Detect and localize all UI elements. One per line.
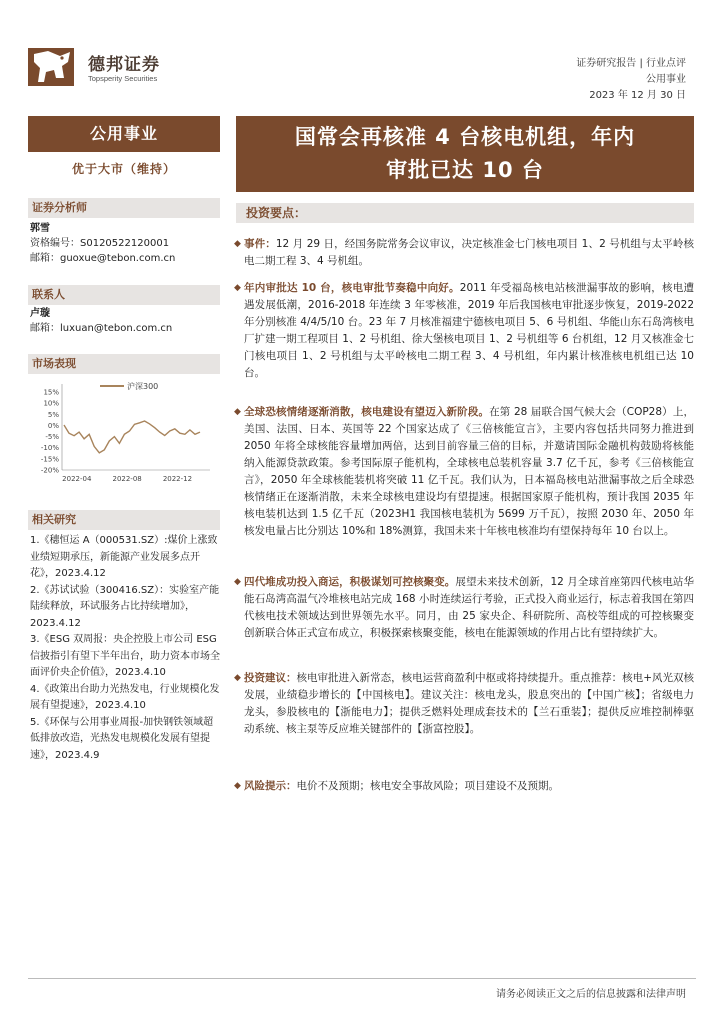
bullet-text: 电价不及预期；核电安全事故风险；项目建设不及预期。 bbox=[296, 780, 559, 792]
contact-header: 联系人 bbox=[28, 285, 220, 305]
report-industry: 公用事业 bbox=[646, 74, 686, 85]
footer-disclaimer[interactable]: 请务必阅读正文之后的信息披露和法律声明 bbox=[496, 989, 686, 1000]
bullet-lead: 投资建议： bbox=[244, 672, 297, 684]
key-points-header: 投资要点： bbox=[236, 203, 694, 223]
bullet-investment bbox=[234, 670, 695, 738]
report-title bbox=[236, 116, 694, 192]
bullet-lead: 风险提示： bbox=[244, 780, 297, 792]
related-item[interactable]: 4.《政策出台助力光热发电，行业规模化发展有望提速》，2023.4.10 bbox=[30, 683, 220, 711]
title-line-2: 审批已达 10 台 bbox=[386, 158, 544, 182]
bullet-event bbox=[234, 236, 694, 270]
analyst-email[interactable]: 邮箱：guoxue@tebon.com.cn bbox=[30, 253, 176, 264]
report-type: 证券研究报告 | 行业点评 bbox=[576, 58, 686, 69]
report-meta bbox=[576, 56, 686, 104]
series-line-hs300 bbox=[64, 421, 200, 453]
y-tick-label: -20% bbox=[40, 466, 59, 475]
contact-name: 卢璇 bbox=[30, 308, 50, 319]
bullet-lead: 年内审批达 10 台，核电审批节奏稳中向好。 bbox=[244, 282, 460, 294]
bullet-approval bbox=[234, 280, 694, 382]
bullet-global bbox=[234, 404, 694, 540]
market-header: 市场表现 bbox=[28, 354, 220, 374]
related-header: 相关研究 bbox=[28, 510, 220, 530]
analyst-license: 资格编号：S0120522120001 bbox=[30, 238, 170, 249]
bullet-lead: 四代堆成功投入商运，积极谋划可控核聚变。 bbox=[244, 576, 456, 588]
related-item[interactable]: 2.《苏试试验（300416.SZ）：实验室产能陆续释放，环试服务占比持续增加》，2023.4.12 bbox=[30, 584, 220, 629]
y-tick-label: 0% bbox=[47, 421, 59, 430]
y-tick-label: 15% bbox=[43, 388, 59, 397]
analyst-header: 证券分析师 bbox=[28, 198, 220, 218]
bull-logo-icon bbox=[28, 40, 76, 90]
market-performance-chart bbox=[28, 378, 220, 486]
title-line-1: 国常会再核准 4 台核电机组，年内 bbox=[294, 125, 636, 149]
brand-name-cn: 德邦证券 bbox=[88, 55, 160, 75]
related-list bbox=[30, 533, 220, 764]
contact-info bbox=[30, 306, 220, 336]
bullet-icon: ◆ bbox=[234, 239, 241, 249]
bullet-icon: ◆ bbox=[234, 577, 241, 587]
legend-label: 沪深300 bbox=[127, 382, 159, 391]
x-tick-label: 2022-04 bbox=[62, 475, 92, 483]
related-item[interactable]: 5.《环保与公用事业周报-加快钢铁领域超低排放改造，光热发电规模化发展有望提速》，2023.4.9 bbox=[30, 716, 214, 761]
bullet-lead: 全球恐核情绪逐渐消散，核电建设有望迈入新阶段。 bbox=[244, 406, 490, 418]
report-date: 2023 年 12 月 30 日 bbox=[589, 90, 686, 101]
y-tick-label: -10% bbox=[40, 444, 59, 453]
bullet-icon: ◆ bbox=[234, 407, 241, 417]
bullet-text: 核电审批进入新常态，核电运营商盈利中枢或将持续提升。重点推荐：核电+风光双核发展，业绩稳步增长的【中国核电】。建议关注：核电龙头，股息突出的【中国广核】；省级电力龙头，参股核电的【浙能电力】；提供乏燃料处理成套技术的【兰石重装】；提供反应堆控制棒驱动系统、核主泵等反应堆关键部件的【浙富控股】。 bbox=[244, 672, 695, 735]
bullet-icon: ◆ bbox=[234, 283, 241, 293]
bullet-icon: ◆ bbox=[234, 781, 241, 791]
y-tick-label: 10% bbox=[43, 399, 59, 408]
bullet-risk bbox=[234, 778, 694, 795]
y-tick-label: -5% bbox=[45, 433, 59, 442]
analyst-name: 郭雪 bbox=[30, 223, 50, 234]
bullet-text: 在第 28 届联合国气候大会（COP28）上，美国、法国、日本、英国等 22 个国家达成了《三倍核能宣言》，主要内容包括共同努力推进到 2050 年将全球核能容量增加两倍，达到目前容量三倍的目标，并邀请国际金融机构鼓励将核能纳入能源贷款政策。参考国际原子能机构，全球核电总装机容量 3.7 亿千瓦，参考《三倍核能宣言》，2050 年全球核能装机将突破 11 亿千瓦。我们认为，日本福岛核电站泄漏事故之后全球恐核情绪正在逐渐消散，未来全球核电建设均有望提速。根据国家原子能机构，预计我国 2035 年核电装机达到 1.5 亿千瓦（2023H1 我国核电装机为 5699 万千瓦），按照 2030 年、2050 年核发电量占比分别达 10%和 18%测算，我国未来十年核电核准均有望保持每年 10 台以上。 bbox=[244, 406, 694, 537]
bullet-text: 12 月 29 日，经国务院常务会议审议，决定核准金七门核电项目 1、2 号机组与太平岭核电二期工程 3、4 号机组。 bbox=[244, 238, 694, 267]
sector-banner: 公用事业 bbox=[28, 116, 220, 152]
company-logo bbox=[28, 40, 198, 92]
y-tick-label: 5% bbox=[47, 410, 59, 419]
bullet-icon: ◆ bbox=[234, 673, 241, 683]
brand-name-en: Topsperity Securities bbox=[88, 74, 158, 83]
footer-divider bbox=[28, 978, 696, 979]
related-item[interactable]: 1.《穗恒运 A（000531.SZ）:煤价上涨致业绩短期承压，新能源产业发展多点开花》，2023.4.12 bbox=[30, 535, 218, 579]
x-tick-label: 2022-12 bbox=[162, 475, 193, 483]
analyst-info bbox=[30, 221, 220, 266]
x-tick-label: 2022-08 bbox=[112, 475, 142, 483]
bullet-gen4 bbox=[234, 574, 695, 642]
rating-label: 优于大市（维持） bbox=[71, 162, 176, 176]
bullet-lead: 事件： bbox=[244, 238, 276, 250]
related-item[interactable]: 3.《ESG 双周报：央企控股上市公司 ESG 信披指引有望下半年出台，助力资本市场全面评价央企价值》，2023.4.10 bbox=[30, 634, 220, 678]
bullet-text: 2011 年受福岛核电站核泄漏事故的影响，核电遭遇发展低潮，2016-2018 年连续 3 年零核准，2019 年后我国核电审批逐步恢复，2019-2022 年分别核准 4/4/5/10 台。23 年 7 月核准福建宁德核电项目 5、6 号机组、华能山东石岛湾核电厂扩建一期工程项目 1、2 号机组、徐大堡核电项目 1、2 号机组等 6 台机组，12 月又核准金七门核电项目 1、2 号机组与太平岭核电二期工程 3、4 号机组，年内累计核准核电机组已达 10 台。 bbox=[244, 282, 694, 379]
bullet-text: 展望未来技术创新，12 月全球首座第四代核电站华能石岛湾高温气冷堆核电站完成 168 小时连续运行考验，正式投入商业运行，标志着我国在第四代核电技术领域达到世界领先水平。同月，由 25 家央企、科研院所、高校等组成的可控核聚变创新联合体正式宣布成立，积极探索核聚变能，核电在能源领域的作用占比有望持续扩大。 bbox=[244, 576, 695, 639]
contact-email[interactable]: 邮箱：luxuan@tebon.com.cn bbox=[30, 323, 173, 334]
y-tick-label: -15% bbox=[40, 455, 59, 464]
